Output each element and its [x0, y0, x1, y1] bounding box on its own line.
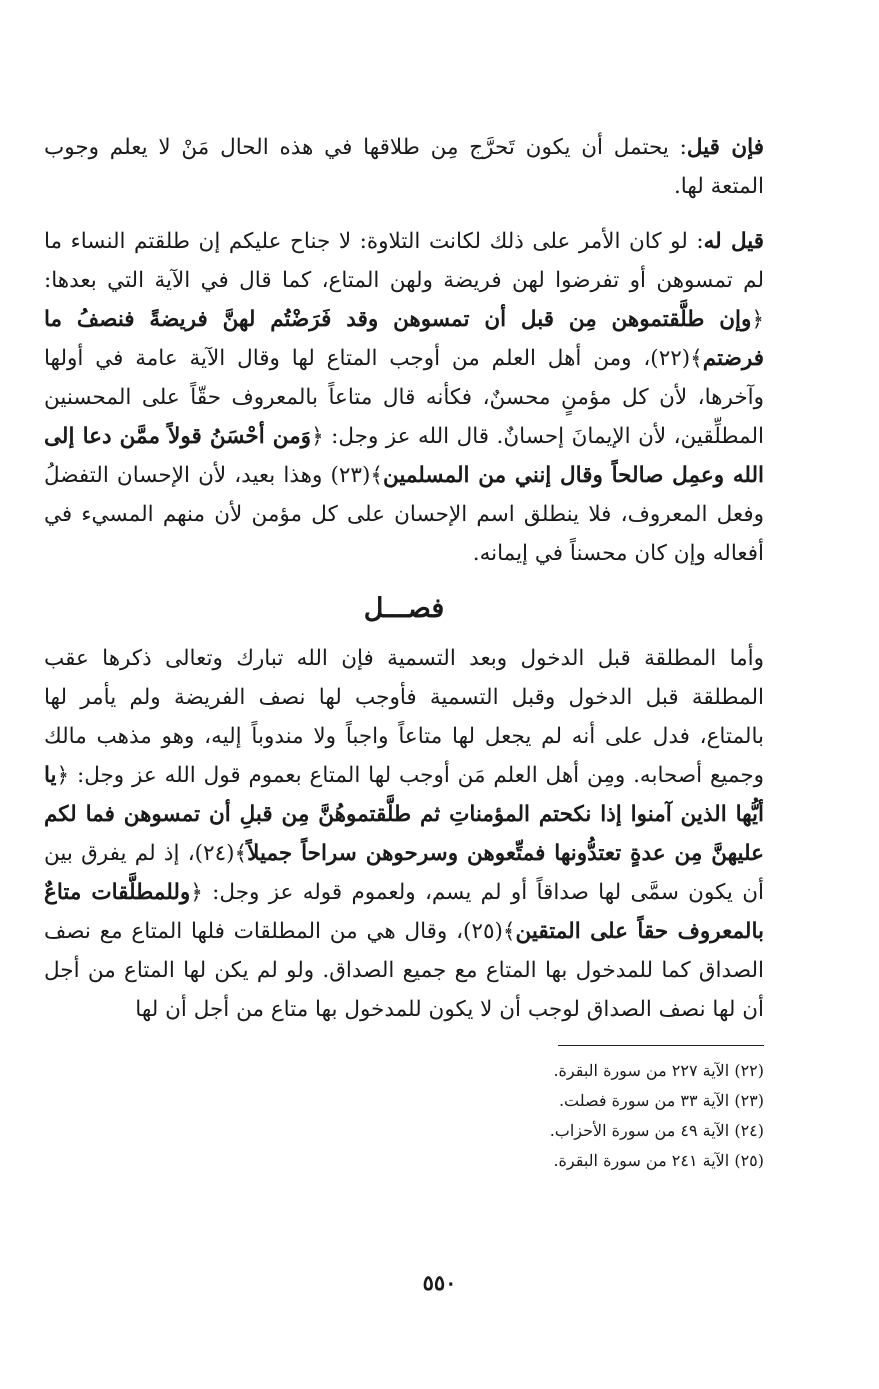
page-body [44, 128, 764, 1176]
footnote-24: (٢٤) الآية ٤٩ من سورة الأحزاب. [549, 1121, 764, 1140]
section-heading: فصـــل [363, 593, 445, 624]
paragraph-1-lead: فإن قيل [686, 135, 764, 160]
paragraph-1 [44, 128, 764, 206]
paragraph-2-text-b: ﴾(٢٢)، ومن أهل العلم من أوجب المتاع لها وقال الآية عامة في أولها وآخرها، لأن كل مؤمنٍ محسنٌ، فكأنه قال متاعاً بالمعروف حقّاً على المحسنين المطلِّقين، لأن الإيمانَ إحسانٌ. قال الله عز وجل: ﴿ [44, 346, 764, 449]
paragraph-1-text: : يحتمل أن يكون تَحرَّج مِن طلاقها في هذه الحال مَنْ لا يعلم وجوب المتعة لها. [44, 135, 764, 199]
page-number: ٥٥٠ [422, 1270, 457, 1295]
footnote-23: (٢٣) الآية ٣٣ من سورة فصلت. [558, 1091, 764, 1110]
quran-quote-25: وللمطلَّقات متاعٌ بالمعروف حقاً على المتقين [44, 880, 764, 944]
paragraph-3-text-b: ﴾(٢٤)، إذ لم يفرق بين أن يكون سمَّى لها صداقاً أو لم يسم، ولعموم قوله عز وجل: ﴿ [44, 841, 764, 905]
footnote-25: (٢٥) الآية ٢٤١ من سورة البقرة. [553, 1151, 764, 1170]
footnotes [44, 1056, 764, 1176]
paragraph-2-text-c: ﴾(٢٣) وهذا بعيد، لأن الإحسان التفضلُ وفعل المعروف، فلا ينطلق اسم الإحسان على كل مؤمن لأن منهم المسيء في أفعاله وإن كان محسناً في إيمانه. [44, 463, 764, 566]
footnote-separator-wrap [44, 1045, 764, 1056]
quran-quote-23: وَمن أحْسَنُ قولاً ممَّن دعا إلى الله وعمِل صالحاً وقال إنني من المسلمين [44, 424, 765, 488]
quran-quote-22: وإن طلَّقتموهن مِن قبل أن تمسوهن وقد فَرَضْتُم لهنَّ فريضةً فنصفُ ما فرضتم [44, 307, 764, 371]
paragraph-2-text-a: : لو كان الأمر على ذلك لكانت التلاوة: لا جناح عليكم إن طلقتم النساء ما لم تمسوهن أو تفرضوا لهن فريضة ولهن المتاع، كما قال في الآية التي بعدها: ﴿ [44, 229, 764, 332]
footnote-separator [558, 1045, 764, 1046]
footnote-22: (٢٢) الآية ٢٢٧ من سورة البقرة. [553, 1061, 764, 1080]
paragraph-2 [44, 222, 764, 573]
paragraph-3-text-a: وأما المطلقة قبل الدخول وبعد التسمية فإن الله تبارك وتعالى ذكرها عقب المطلقة قبل الدخول وقبل التسمية فأوجب لها نصف الفريضة ولم يأمر لها بالمتاع، فدل على أنه لم يجعل لها متاعاً واجباً ولا مندوباً إليه، وهو مذهب مالك وجميع أصحابه. ومِن أهل العلم مَن أوجب لها المتاع بعموم قول الله عز وجل: ﴿ [44, 646, 764, 788]
paragraph-3-text-c: ﴾(٢٥)، وقال هي من المطلقات فلها المتاع مع نصف الصداق كما للمدخول بها المتاع مع جميع الصداق. ولو لم يكن لها المتاع من أجل أن لها نصف الصداق لوجب أن لا يكون للمدخول بها متاع من أجل أن لها [44, 919, 764, 1022]
paragraph-3 [44, 639, 764, 1029]
quran-quote-24: يا أيُّها الذين آمنوا إذا نكحتم المؤمناتِ ثم طلَّقتموهُنَّ مِن قبلِ أن تمسوهن فما لكم عليهنَّ مِن عدةٍ تعتدُّونها فمتِّعوهن وسرحوهن سراحاً جميلاً [44, 763, 764, 866]
paragraph-2-lead: قيل له [703, 229, 764, 254]
